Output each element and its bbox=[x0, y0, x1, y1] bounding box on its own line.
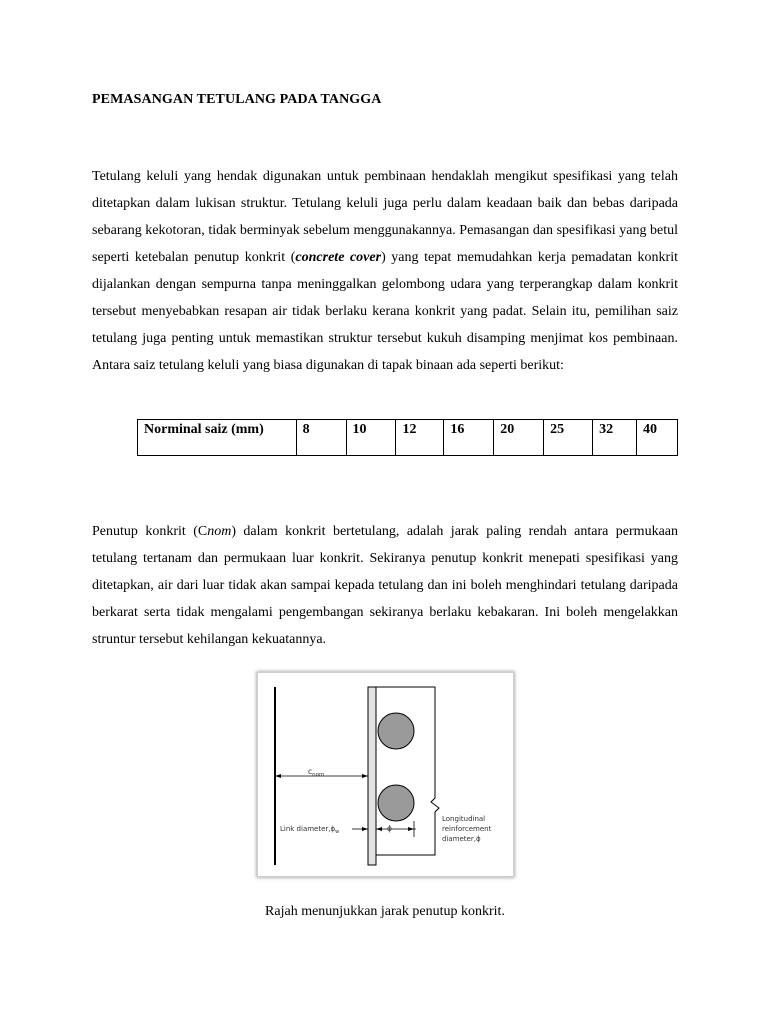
phi-label: ϕ bbox=[387, 824, 392, 833]
paragraph-cover-text-cont: ) dalam konkrit bertetulang, adalah jarak paling rendah antara permukaan tetulang tertanam dan permukaan luar konkrit. Sekiranya penutup konkrit menepati spesifikasi yang ditetapkan, air dari luar tidak akan sampai kepada tetulang dan ini boleh menghindari tetulang daripada berkarat serta tidak mengalami pengembangan sekiranya berlaku kebakaran. Ini boleh mengelakkan struntur tersebut kehilangan kekuatannya. bbox=[92, 524, 678, 647]
paragraph-intro-text-cont: ) yang tepat memudahkan kerja pemadatan konkrit dijalankan dengan sempurna tanpa meninggalkan gelombong udara yang terperangkap dalam konkrit tersebut menyebabkan resapan air tidak berlaku kerana konkrit yang padat. Selain itu, pemilihan saiz tetulang juga penting untuk memastikan struktur tersebut kukuh disamping menjimat kos pembinaan. Antara saiz tetulang keluli yang biasa digunakan di tapak binaan ada seperti berikut: bbox=[92, 250, 678, 373]
nom-subscript-term: nom bbox=[207, 524, 232, 539]
concrete-cover-diagram bbox=[257, 672, 514, 877]
table-row bbox=[138, 420, 678, 456]
paragraph-cover bbox=[92, 518, 678, 653]
link-diameter-label: Link $diameter,\phi_w$ bbox=[280, 825, 340, 835]
table-cell: 16 bbox=[444, 420, 494, 456]
paragraph-cover-text: Penutup konkrit (C bbox=[92, 524, 208, 539]
table-header-cell: Norminal saiz (mm) bbox=[138, 420, 297, 456]
figure-caption: Rajah menunjukkan jarak penutup konkrit. bbox=[265, 904, 505, 919]
rebar-size-table bbox=[137, 419, 678, 456]
upper-rebar bbox=[378, 713, 414, 749]
diagram-svg bbox=[258, 673, 513, 876]
paragraph-intro bbox=[92, 163, 678, 379]
longitudinal-label-3: diameter,ϕ bbox=[442, 835, 481, 843]
lower-rebar bbox=[378, 785, 414, 821]
table-cell: 25 bbox=[544, 420, 593, 456]
phi-arrow-right bbox=[408, 827, 414, 831]
table-cell: 40 bbox=[636, 420, 677, 456]
table-cell: 20 bbox=[494, 420, 544, 456]
paragraph-intro-text: Tetulang keluli yang hendak digunakan untuk pembinaan hendaklah mengikut spesifikasi yang telah ditetapkan dalam lukisan struktur. Tetulang keluli juga perlu dalam keadaan baik dan bebas daripada sebarang kekotoran, tidak berminyak sebelum menggunakannya. Pemasangan dan spesifikasi yang betul seperti ketebalan penutup konkrit ( bbox=[92, 169, 678, 265]
page-title: PEMASANGAN TETULANG PADA TANGGA bbox=[92, 92, 382, 107]
table-cell: 12 bbox=[396, 420, 444, 456]
concrete-cover-term: concrete cover bbox=[295, 250, 382, 265]
table-cell: 8 bbox=[296, 420, 346, 456]
longitudinal-label-1: Longitudinal bbox=[442, 815, 486, 823]
table-cell: 10 bbox=[346, 420, 396, 456]
table-cell: 32 bbox=[593, 420, 637, 456]
cnom-arrow-right bbox=[362, 774, 368, 778]
section-boundary bbox=[376, 687, 439, 855]
cnom-label: $c_{nom}$ bbox=[308, 767, 325, 778]
link-arrow bbox=[362, 827, 368, 831]
link-bar bbox=[368, 687, 376, 865]
longitudinal-label-2: reinforcement bbox=[442, 825, 492, 833]
